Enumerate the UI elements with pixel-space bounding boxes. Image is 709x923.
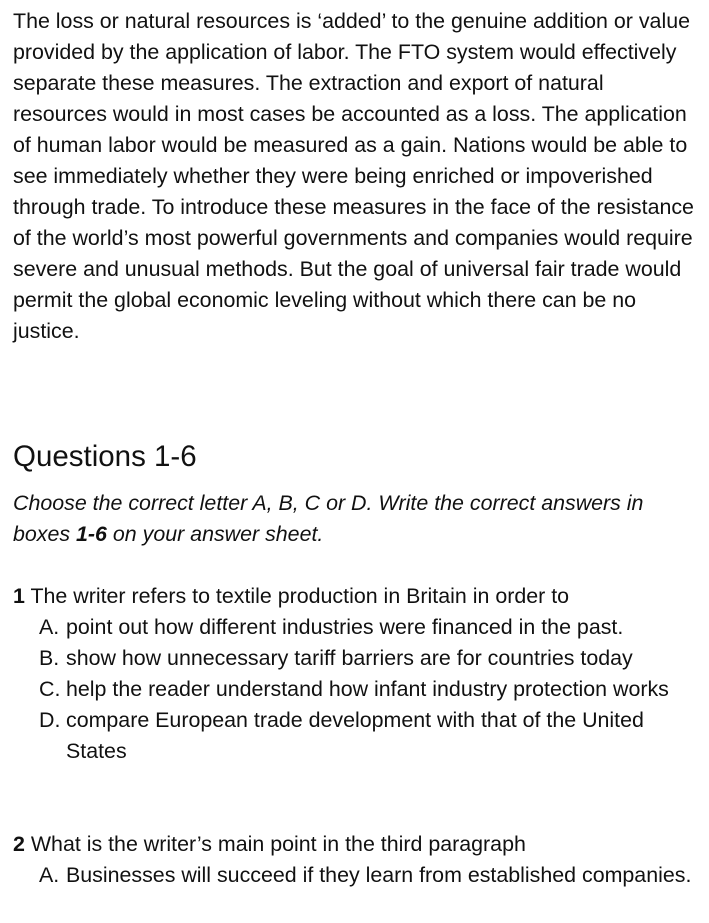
passage-paragraph: The loss or natural resources is ‘added’ to the genuine addition or value provided by the application of labor. The FTO system would effectively separate these measures. The extraction and export of natural resources would in most cases be accounted as a loss. The application of human labor would be measured as a gain. Nations would be able to see immediately whether they were being enriched or impoverished through trade. To introduce these measures in the face of the resistance of the world’s most powerful governments and companies would require severe and unusual methods. But the goal of universal fair trade would permit the global economic leveling without which there can be no justice. (13, 9, 694, 343)
question-number: 1 (13, 584, 25, 608)
option-text: show how unnecessary tariff barriers are for countries today (66, 646, 633, 670)
instructions-box-range: 1-6 (76, 522, 107, 546)
option-text: compare European trade development with that of the United States (66, 708, 644, 763)
question-2 (13, 829, 703, 891)
question-text: What is the writer’s main point in the third paragraph (30, 832, 526, 856)
question-stem (13, 829, 703, 860)
answer-options (13, 860, 703, 891)
answer-options (13, 612, 703, 767)
question-stem (13, 581, 703, 612)
answer-option-a[interactable] (13, 860, 703, 891)
option-letter: C. (39, 677, 61, 701)
answer-option-d[interactable] (13, 705, 703, 767)
instructions-text-end: on your answer sheet. (106, 522, 324, 546)
instructions-text-start: Choose the correct letter A, B, C or D. Write the correct answers in boxes (13, 491, 644, 546)
answer-option-c[interactable] (13, 674, 703, 705)
option-text: Businesses will succeed if they learn from established companies. (66, 863, 692, 887)
answer-option-a[interactable] (13, 612, 703, 643)
option-letter: D. (39, 708, 61, 732)
option-text: help the reader understand how infant industry protection works (66, 677, 669, 701)
questions-instructions (13, 488, 703, 550)
question-text: The writer refers to textile production in Britain in order to (30, 584, 570, 608)
option-letter: B. (39, 646, 60, 670)
option-text: point out how different industries were financed in the past. (66, 615, 624, 639)
question-1 (13, 581, 703, 767)
option-letter: A. (39, 615, 60, 639)
question-number: 2 (13, 832, 25, 856)
answer-option-b[interactable] (13, 643, 703, 674)
option-letter: A. (39, 863, 60, 887)
questions-heading: Questions 1-6 (13, 440, 197, 473)
